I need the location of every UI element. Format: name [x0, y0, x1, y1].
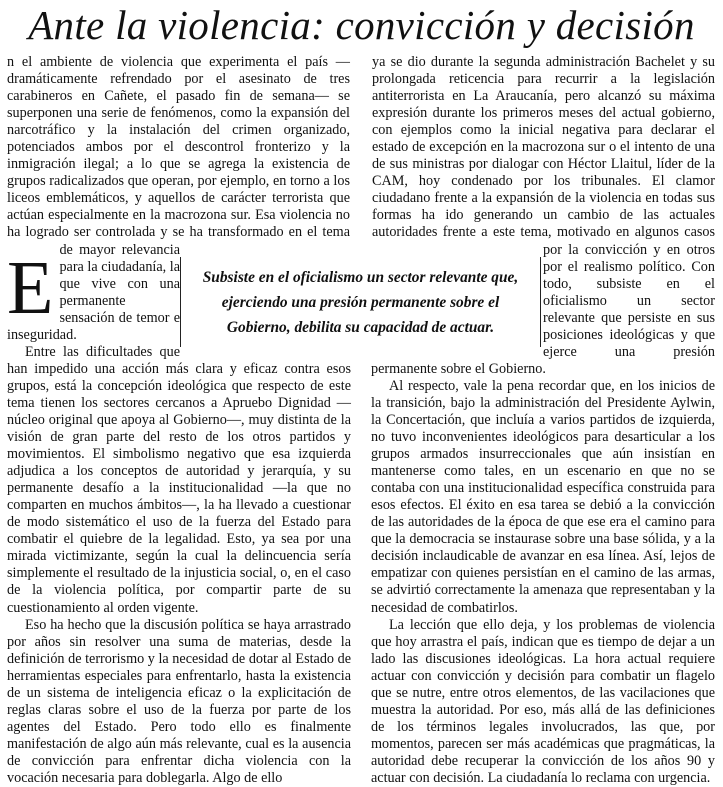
paragraph-1-text: n el ambiente de violencia que experimenta el país —dramáticamente refrendado por el asesinato de tres carabineros en Cañete, el pasado fin de semana— se superponen una serie de fenómenos, como la expansión del narcotráfico y la instalación del crimen organizado, potenciados ambos por el descontrol fronterizo y la inmigración ilegal; a lo que se agrega la existencia de grupos radicalizados que operan, por ejemplo, en torno a los liceos emblemáticos, y aquellos de carácter terrorista que actúan especialmente en la macrozona sur. Esa violencia no ha logrado ser controlada y se ha transformado en el tema de mayor relevancia para la ciudadanía, la que vive con una permanente sensación de temor e inseguridad. [7, 54, 350, 343]
article-title: Ante la violencia: convicción y decisión [28, 2, 695, 48]
paragraph-2: Entre las dificultades que han impedido una acción más clara y eficaz contra esos grupos, está la concepción ideológica que respecto de este tema tienen los sectores cercanos a Apruebo Dignidad —núcleo original que apoya al Gobierno—, muy distinta de la visión de gran parte del resto de los otros partidos y movimientos. El simbolismo negativo que esa izquierda adjudica a los conceptos de autoridad y jerarquía, y su permanente desafío a la institucionalidad —la que no comparten en muchos ámbitos—, la ha llevado a cuestionar de modo sistemático el uso de la fuerza del Estado para combatir el quiebre de la legalidad. Esto, ya sea por una mirada victimizante, según la cual la delincuencia sería simplemente el resultado de la injusticia social, o, en el caso de la violencia política, por compartir parte de su cuestionamiento al orden vigente. [7, 343, 351, 616]
paragraph-6: La lección que ello deja, y los problemas de violencia que hoy arrastra el país, indican que es tiempo de dejar a un lado las discusiones ideológicas. La hora actual requiere actuar con convicción y decisión para combatir un flagelo que se nutre, entre otros elementos, de las vacilaciones que muestra la autoridad. Por eso, más allá de las definiciones de los términos legales involucrados, las que, por momentos, parecen ser más académicas que pragmáticas, la autoridad debe recuperar la convicción de los años 90 y actuar con decisión. La ciudadanía lo reclama con urgencia. [371, 616, 715, 786]
paragraph-4: ya se dio durante la segunda administración Bachelet y su prolongada reticencia para recurrir a la legislación antiterrorista en La Araucanía, pero alcanzó su máxima expresión durante los primeros meses del actual gobierno, con ejemplos como la inicial negativa para declarar el estado de excepción en la macrozona sur o el intento de una de sus ministras por dialogar con Héctor Llaitul, líder de la CAM, hoy condenado por los tribunales. El clamor ciudadano frente a la expansión de la violencia en todas sus formas ha ido generando un cambio de las actuales autoridades frente a este tema, motivado en algunos casos por la convicción y en otros por el realismo político. Con todo, subsiste en el oficialismo un sector relevante que persiste en sus posiciones ideológicas y que ejerce una presión permanente sobre el Gobierno. [371, 54, 715, 377]
column-right [371, 54, 715, 786]
pull-quote [180, 257, 541, 347]
paragraph-3: Eso ha hecho que la discusión política se haya arrastrado por años sin resolver una suma de materias, desde la definición de terrorismo y la necesidad de dotar al Estado de herramientas especiales para enfrentarlo, hasta la existencia de un sistema de inteligencia eficaz o la explicitación de reglas claras sobre el uso de la fuerza por parte de los agentes del Estado. Pero todo ello es finalmente manifestación de algo aún más relevante, cual es la ausencia de convicción para enfrentar dicha violencia con la vocación necesaria para doblegarla. Algo de ello [7, 616, 351, 786]
paragraph-5: Al respecto, vale la pena recordar que, en los inicios de la transición, bajo la administración del Presidente Aylwin, la Concertación, que incluía a varios partidos de izquierda, no tuvo inconvenientes ideológicos para desarticular a los grupos armados insurreccionales que aún insistían en mantenerse como tales, en un escenario en que no se contaba con una institucionalidad específica construida para esos efectos. El éxito en esa tarea se debió a la convicción de las autoridades de la época de que ese era el camino para que la democracia se instaurase sobre una base sólida, y a la decisión inclaudicable de avanzar en esa línea. Así, lejos de empatizar con quienes persistían en el camino de las armas, se advirtió correctamente la amenaza que representaban y la necesidad de combatirlos. [371, 377, 715, 616]
drop-cap: E [7, 246, 54, 330]
float-spacer [350, 54, 351, 256]
pull-quote-text: Subsiste en el oficialismo un sector relevante que, ejerciendo una presión permanente sobre el Gobierno, debilita su capacidad de actuar. [202, 268, 519, 336]
column-left [7, 54, 351, 786]
